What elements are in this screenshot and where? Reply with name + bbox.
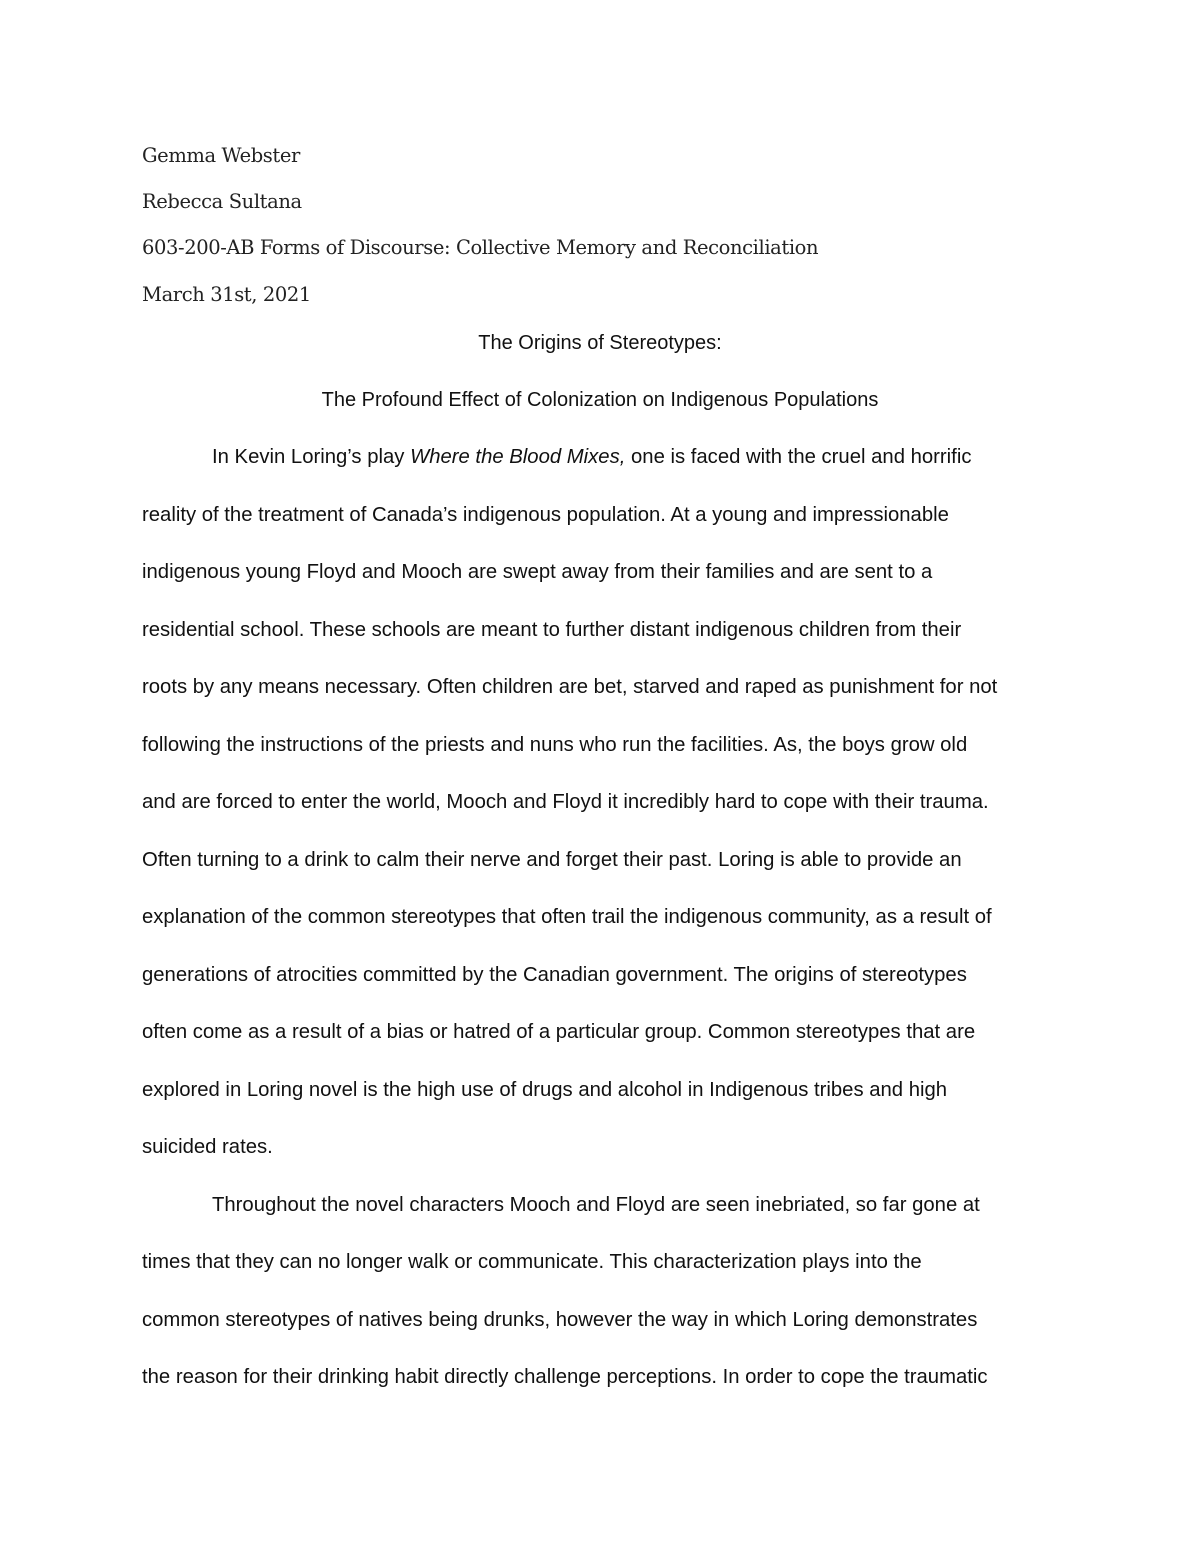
paragraph-1-line-2: reality of the treatment of Canada’s indigenous population. At a young and impressionable	[142, 504, 949, 526]
author-name: Gemma Webster	[142, 144, 300, 167]
paragraph-2-line-1: Throughout the novel characters Mooch and Floyd are seen inebriated, so far gone at	[212, 1194, 980, 1216]
paragraph-1-line-4: residential school. These schools are meant to further distant indigenous children from their	[142, 619, 962, 641]
essay-subtitle: The Profound Effect of Colonization on Indigenous Populations	[321, 389, 879, 411]
paragraph-1-line-13: suicided rates.	[142, 1136, 273, 1158]
text-run: one is faced with the cruel and horrific	[625, 446, 972, 468]
paragraph-1-line-6: following the instructions of the priests and nuns who run the facilities. As, the boys grow old	[142, 734, 968, 756]
paragraph-1-line-1	[212, 446, 971, 469]
text-run: In Kevin Loring’s play	[212, 446, 411, 468]
paragraph-1-line-12: explored in Loring novel is the high use of drugs and alcohol in Indigenous tribes and high	[142, 1079, 948, 1101]
play-title-italic: Where the Blood Mixes,	[410, 446, 626, 468]
paragraph-2-line-4: the reason for their drinking habit directly challenge perceptions. In order to cope the traumatic	[142, 1366, 988, 1388]
paragraph-1-line-11: often come as a result of a bias or hatred of a particular group. Common stereotypes that are	[142, 1021, 976, 1043]
paragraph-2-line-2: times that they can no longer walk or communicate. This characterization plays into the	[142, 1251, 922, 1273]
paragraph-1-line-3: indigenous young Floyd and Mooch are swept away from their families and are sent to a	[142, 561, 933, 583]
course-title: 603-200-AB Forms of Discourse: Collective Memory and Reconciliation	[142, 236, 819, 259]
paragraph-1-line-10: generations of atrocities committed by the Canadian government. The origins of stereotypes	[142, 964, 967, 986]
instructor-name: Rebecca Sultana	[142, 190, 302, 213]
paragraph-1-line-9: explanation of the common stereotypes that often trail the indigenous community, as a result of	[142, 906, 992, 928]
paragraph-1-line-7: and are forced to enter the world, Mooch and Floyd it incredibly hard to cope with their trauma.	[142, 791, 989, 813]
paragraph-2-line-3: common stereotypes of natives being drunks, however the way in which Loring demonstrates	[142, 1309, 978, 1331]
paragraph-1-line-5: roots by any means necessary. Often children are bet, starved and raped as punishment for not	[142, 676, 998, 698]
document-date: March 31st, 2021	[142, 283, 311, 306]
paragraph-1-line-8: Often turning to a drink to calm their nerve and forget their past. Loring is able to provide an	[142, 849, 962, 871]
essay-title: The Origins of Stereotypes:	[478, 332, 722, 354]
